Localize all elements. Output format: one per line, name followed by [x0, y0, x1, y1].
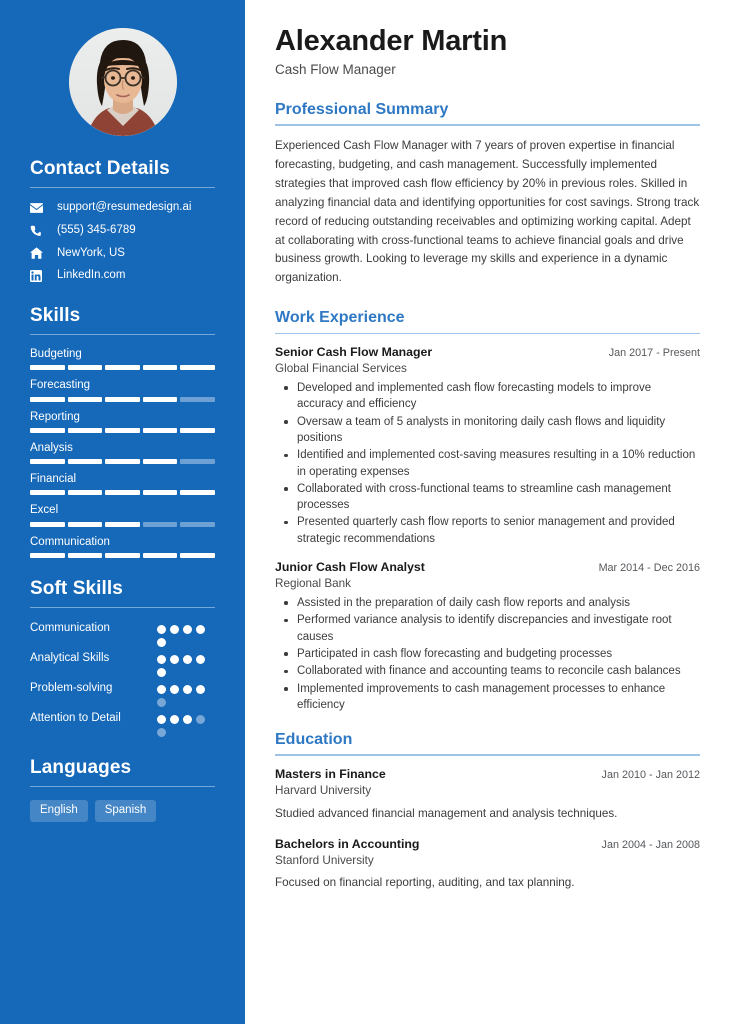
- soft-skill-item: [30, 651, 215, 677]
- envelope-icon: [30, 203, 48, 213]
- skill-bar-segment: [30, 490, 65, 495]
- education-institution: Stanford University: [275, 853, 374, 867]
- skill-bar-segment: [105, 365, 140, 370]
- skill-item: [30, 536, 215, 558]
- avatar-container: [0, 0, 245, 158]
- rating-dot: [157, 685, 166, 694]
- education-section: [275, 730, 700, 892]
- education-institution: Harvard University: [275, 783, 372, 797]
- experience-bullet: Implemented improvements to cash management processes to enhance efficiency: [275, 681, 700, 714]
- skill-label: Budgeting: [30, 348, 82, 361]
- rating-dot: [196, 655, 205, 664]
- skill-label: Excel: [30, 504, 59, 517]
- contact-item-linkedin[interactable]: [30, 269, 215, 283]
- soft-skill-rating: [157, 711, 215, 737]
- skills-heading: Skills: [30, 305, 81, 327]
- experience-bullet: Presented quarterly cash flow reports to senior management and provided strategic recommendations: [275, 514, 700, 547]
- sidebar: [0, 0, 245, 1024]
- experience-bullet: Participated in cash flow forecasting and budgeting processes: [275, 646, 700, 662]
- experience-bullet: Developed and implemented cash flow forecasting models to improve accuracy and efficiency: [275, 380, 700, 413]
- skill-bar-segment: [68, 397, 103, 402]
- summary-text: Experienced Cash Flow Manager with 7 years of proven expertise in financial forecasting, budgeting, and cash management. Successfully implemented strategies that improved cash flow efficiency by 20% in previous roles. Skilled in analyzing financial data and identifying opportunities for cost savings. Strong track record of reducing outstanding receivables and optimizing working capital. Adept at collaborating with cross-functional teams to achieve financial goals and drive business growth. Looking to leverage my skills and experience in a dynamic organization.: [275, 138, 700, 285]
- rating-dot: [157, 655, 166, 664]
- skill-bar-segment: [143, 553, 178, 558]
- skill-bar-segment: [143, 490, 178, 495]
- experience-bullet: Performed variance analysis to identify discrepancies and investigate root causes: [275, 612, 700, 645]
- rating-dot: [157, 698, 166, 707]
- experience-entry-header: [275, 560, 700, 576]
- experience-company: Global Financial Services: [275, 362, 407, 376]
- professional-summary-section: [275, 100, 700, 288]
- rating-dot: [157, 668, 166, 677]
- phone-icon: [30, 225, 48, 237]
- experience-job-title: Senior Cash Flow Manager: [275, 345, 433, 360]
- skill-level-bar: [30, 397, 215, 402]
- skill-bar-segment: [68, 522, 103, 527]
- education-entry-header: [275, 767, 700, 783]
- experience-heading: Work Experience: [275, 309, 405, 327]
- rating-dot: [183, 685, 192, 694]
- skill-bar-segment: [143, 397, 178, 402]
- skills-divider: [30, 334, 215, 335]
- education-entry: [275, 837, 700, 893]
- skill-item: [30, 473, 215, 495]
- skill-level-bar: [30, 365, 215, 370]
- soft-skill-item: [30, 621, 215, 647]
- education-date-range: Jan 2004 - Jan 2008: [601, 838, 700, 851]
- education-description: Focused on financial reporting, auditing, and tax planning.: [275, 876, 575, 890]
- contact-heading: Contact Details: [30, 158, 170, 179]
- experience-bullet: Identified and implemented cost-saving measures resulting in a 10% reduction in operating expenses: [275, 447, 700, 480]
- soft-skill-label: Analytical Skills: [30, 651, 110, 664]
- rating-dot: [157, 625, 166, 634]
- contact-location-text: NewYork, US: [57, 246, 125, 259]
- experience-entry: [275, 560, 700, 713]
- job-title-subtitle: Cash Flow Manager: [275, 61, 396, 77]
- rating-dot: [183, 625, 192, 634]
- skill-bar-segment: [143, 522, 178, 527]
- skill-label: Financial: [30, 473, 77, 486]
- skill-bar-segment: [105, 397, 140, 402]
- soft-skills-list: [30, 621, 215, 737]
- experience-job-title: Junior Cash Flow Analyst: [275, 560, 425, 575]
- skill-item: [30, 411, 215, 433]
- experience-date-range: Jan 2017 - Present: [608, 347, 700, 360]
- experience-entry: [275, 345, 700, 547]
- skill-bar-segment: [30, 365, 65, 370]
- skill-bar-segment: [68, 553, 103, 558]
- contact-item-phone[interactable]: [30, 224, 215, 238]
- contact-list: [30, 201, 215, 283]
- language-pill[interactable]: English: [30, 800, 88, 822]
- skill-item: [30, 442, 215, 464]
- skill-bar-segment: [143, 365, 178, 370]
- languages-section: [0, 757, 245, 822]
- work-experience-section: [275, 308, 700, 713]
- soft-skills-divider: [30, 607, 215, 608]
- experience-entry-header: [275, 345, 700, 361]
- experience-divider: [275, 333, 700, 335]
- profile-photo-icon: [69, 28, 177, 136]
- language-pill[interactable]: Spanish: [95, 800, 157, 822]
- soft-skill-label: Problem-solving: [30, 681, 113, 694]
- education-description: Studied advanced financial management and analysis techniques.: [275, 806, 618, 820]
- skill-bar-segment: [180, 490, 215, 495]
- skill-item: [30, 504, 215, 526]
- rating-dot: [183, 715, 192, 724]
- skill-bar-segment: [180, 397, 215, 402]
- main-content: [245, 0, 730, 1024]
- summary-heading: Professional Summary: [275, 101, 449, 119]
- skill-bar-segment: [143, 428, 178, 433]
- skill-label: Forecasting: [30, 379, 91, 392]
- education-entry-header: [275, 837, 700, 853]
- skill-bar-segment: [68, 459, 103, 464]
- rating-dot: [170, 715, 179, 724]
- skill-bar-segment: [180, 428, 215, 433]
- education-heading: Education: [275, 731, 353, 749]
- rating-dot: [196, 715, 205, 724]
- rating-dot: [170, 685, 179, 694]
- soft-skill-label: Communication: [30, 621, 110, 634]
- soft-skill-item: [30, 711, 215, 737]
- contact-linkedin-text: LinkedIn.com: [57, 269, 126, 282]
- education-date-range: Jan 2010 - Jan 2012: [601, 768, 700, 781]
- skill-label: Analysis: [30, 441, 73, 454]
- rating-dot: [170, 655, 179, 664]
- contact-item-email[interactable]: [30, 201, 215, 215]
- skill-bar-segment: [68, 428, 103, 433]
- skill-label: Communication: [30, 535, 110, 548]
- education-divider: [275, 754, 700, 756]
- skill-bar-segment: [68, 490, 103, 495]
- experience-bullet: Collaborated with finance and accounting teams to reconcile cash balances: [275, 663, 700, 679]
- summary-divider: [275, 124, 700, 126]
- experience-bullet-list: [275, 380, 700, 547]
- skill-bar-segment: [180, 365, 215, 370]
- soft-skill-item: [30, 681, 215, 707]
- soft-skill-rating: [157, 621, 215, 647]
- skill-level-bar: [30, 428, 215, 433]
- rating-dot: [196, 625, 205, 634]
- skill-level-bar: [30, 553, 215, 558]
- page-title: Alexander Martin: [275, 25, 508, 57]
- skill-level-bar: [30, 490, 215, 495]
- experience-date-range: Mar 2014 - Dec 2016: [598, 562, 700, 575]
- experience-bullet: Collaborated with cross-functional teams to streamline cash management processes: [275, 481, 700, 514]
- soft-skill-label: Attention to Detail: [30, 711, 121, 724]
- education-entry: [275, 767, 700, 823]
- experience-bullet: Oversaw a team of 5 analysts in monitoring daily cash flows and liquidity positions: [275, 414, 700, 447]
- skill-bar-segment: [105, 553, 140, 558]
- soft-skill-rating: [157, 651, 215, 677]
- languages-pill-list: [30, 800, 215, 822]
- experience-entry-list: [275, 345, 700, 713]
- skills-section: [0, 305, 245, 558]
- education-entry-list: [275, 767, 700, 893]
- rating-dot: [157, 638, 166, 647]
- skill-bar-segment: [143, 459, 178, 464]
- soft-skills-heading: Soft Skills: [30, 577, 123, 599]
- avatar: [69, 28, 177, 136]
- skill-item: [30, 379, 215, 401]
- skill-item: [30, 348, 215, 370]
- contact-email-text: support@resumedesign.ai: [57, 201, 192, 213]
- contact-section: [0, 158, 245, 283]
- skill-bar-segment: [105, 428, 140, 433]
- skill-bar-segment: [30, 553, 65, 558]
- skills-list: [30, 348, 215, 558]
- skill-bar-segment: [180, 459, 215, 464]
- contact-phone-text: (555) 345-6789: [57, 223, 136, 236]
- languages-heading: Languages: [30, 756, 132, 778]
- skill-bar-segment: [180, 553, 215, 558]
- soft-skills-section: [0, 578, 245, 737]
- contact-item-location[interactable]: [30, 247, 215, 261]
- rating-dot: [157, 715, 166, 724]
- experience-bullet: Assisted in the preparation of daily cash flow reports and analysis: [275, 595, 700, 611]
- soft-skill-rating: [157, 681, 215, 707]
- education-degree: Masters in Finance: [275, 766, 386, 781]
- skill-bar-segment: [68, 365, 103, 370]
- experience-bullet-list: [275, 595, 700, 713]
- skill-label: Reporting: [30, 410, 80, 423]
- home-icon: [30, 247, 48, 259]
- skill-bar-segment: [30, 397, 65, 402]
- rating-dot: [183, 655, 192, 664]
- languages-divider: [30, 786, 215, 787]
- skill-bar-segment: [180, 522, 215, 527]
- rating-dot: [170, 625, 179, 634]
- skill-bar-segment: [30, 428, 65, 433]
- rating-dot: [196, 685, 205, 694]
- skill-bar-segment: [30, 522, 65, 527]
- skill-bar-segment: [105, 459, 140, 464]
- rating-dot: [157, 728, 166, 737]
- skill-bar-segment: [105, 490, 140, 495]
- education-degree: Bachelors in Accounting: [275, 836, 420, 851]
- experience-company: Regional Bank: [275, 577, 352, 591]
- contact-divider: [30, 187, 215, 188]
- skill-bar-segment: [30, 459, 65, 464]
- skill-level-bar: [30, 522, 215, 527]
- linkedin-icon: [30, 270, 48, 282]
- skill-bar-segment: [105, 522, 140, 527]
- skill-level-bar: [30, 459, 215, 464]
